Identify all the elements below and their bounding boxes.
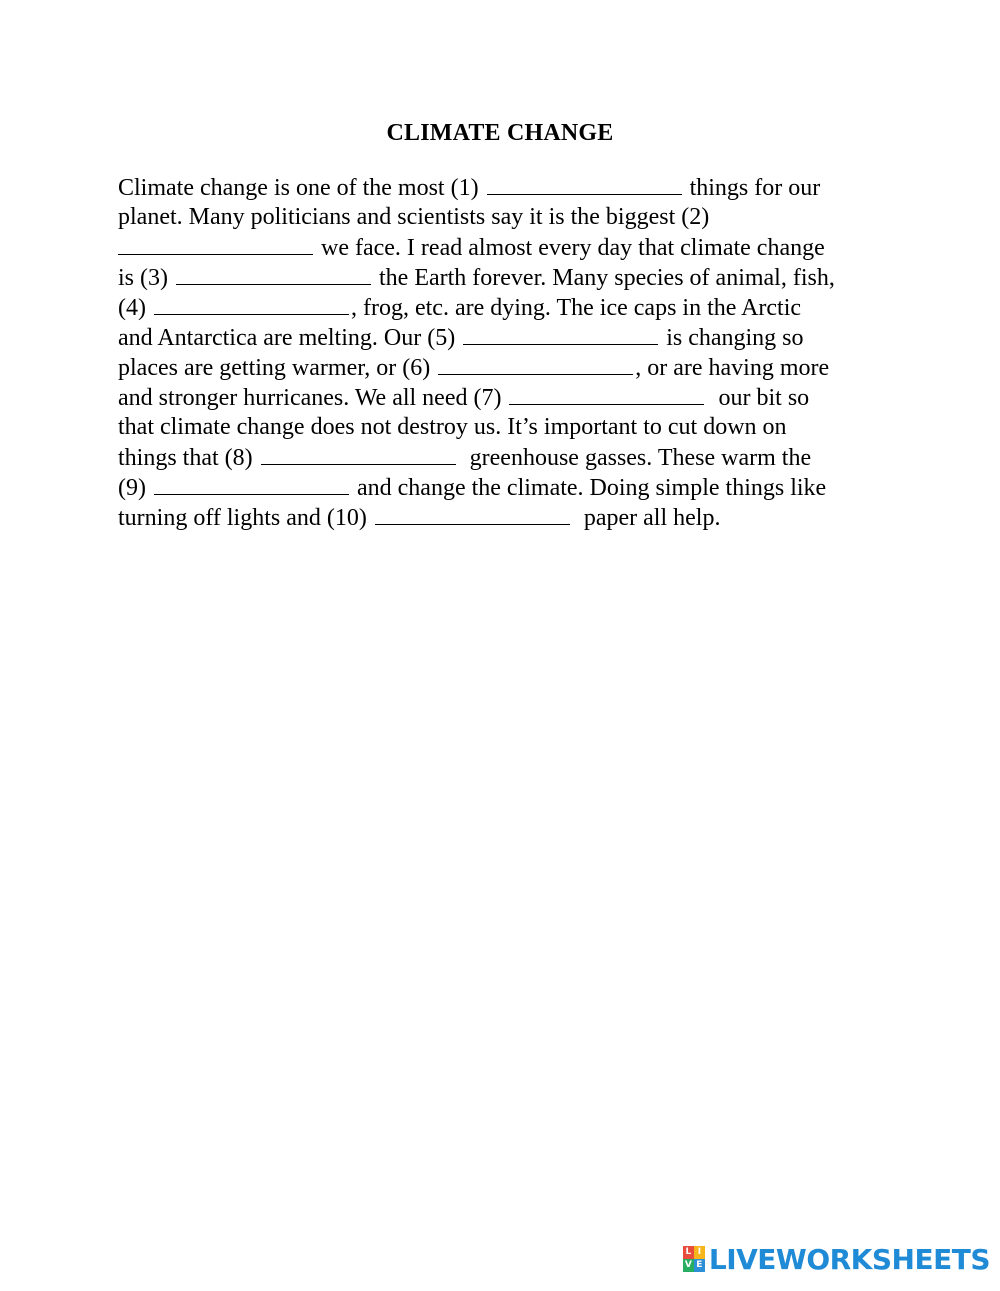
blank-5[interactable]: [463, 322, 658, 345]
passage: [118, 172, 898, 532]
logo-tile: E: [694, 1259, 705, 1272]
passage-line: we face. I read almost every day that climate change: [118, 232, 898, 262]
passage-line: turning off lights and (10) paper all help.: [118, 502, 898, 532]
passage-line: (4) , frog, etc. are dying. The ice caps in the Arctic: [118, 292, 898, 322]
worksheet-title: CLIMATE CHANGE: [386, 120, 614, 146]
passage-line: (9) and change the climate. Doing simple things like: [118, 472, 898, 502]
logo-tile: I: [694, 1246, 705, 1259]
blank-4[interactable]: [154, 292, 349, 315]
passage-line: and Antarctica are melting. Our (5) is changing so: [118, 322, 898, 352]
logo-text: LIVEWORKSHEETS: [708, 1242, 990, 1276]
passage-line: that climate change does not destroy us. It’s important to cut down on: [118, 414, 787, 440]
blank-3[interactable]: [176, 262, 371, 285]
liveworksheets-logo-icon: [683, 1246, 705, 1272]
blank-2[interactable]: [118, 232, 313, 255]
logo-tile: L: [683, 1246, 694, 1259]
blank-8[interactable]: [261, 442, 456, 465]
blank-9[interactable]: [154, 472, 349, 495]
blank-1[interactable]: [487, 172, 682, 195]
blank-10[interactable]: [375, 502, 570, 525]
logo-tile: V: [683, 1259, 694, 1272]
passage-line: and stronger hurricanes. We all need (7) our bit so: [118, 382, 898, 412]
blank-6[interactable]: [438, 352, 633, 375]
blank-7[interactable]: [509, 382, 704, 405]
liveworksheets-logo[interactable]: [683, 1242, 990, 1276]
passage-line: planet. Many politicians and scientists say it is the biggest (2): [118, 204, 710, 230]
passage-line: things that (8) greenhouse gasses. These warm the: [118, 442, 898, 472]
passage-line: Climate change is one of the most (1) things for our: [118, 172, 898, 202]
passage-line: is (3) the Earth forever. Many species of animal, fish,: [118, 262, 898, 292]
passage-line: places are getting warmer, or (6) , or are having more: [118, 352, 898, 382]
